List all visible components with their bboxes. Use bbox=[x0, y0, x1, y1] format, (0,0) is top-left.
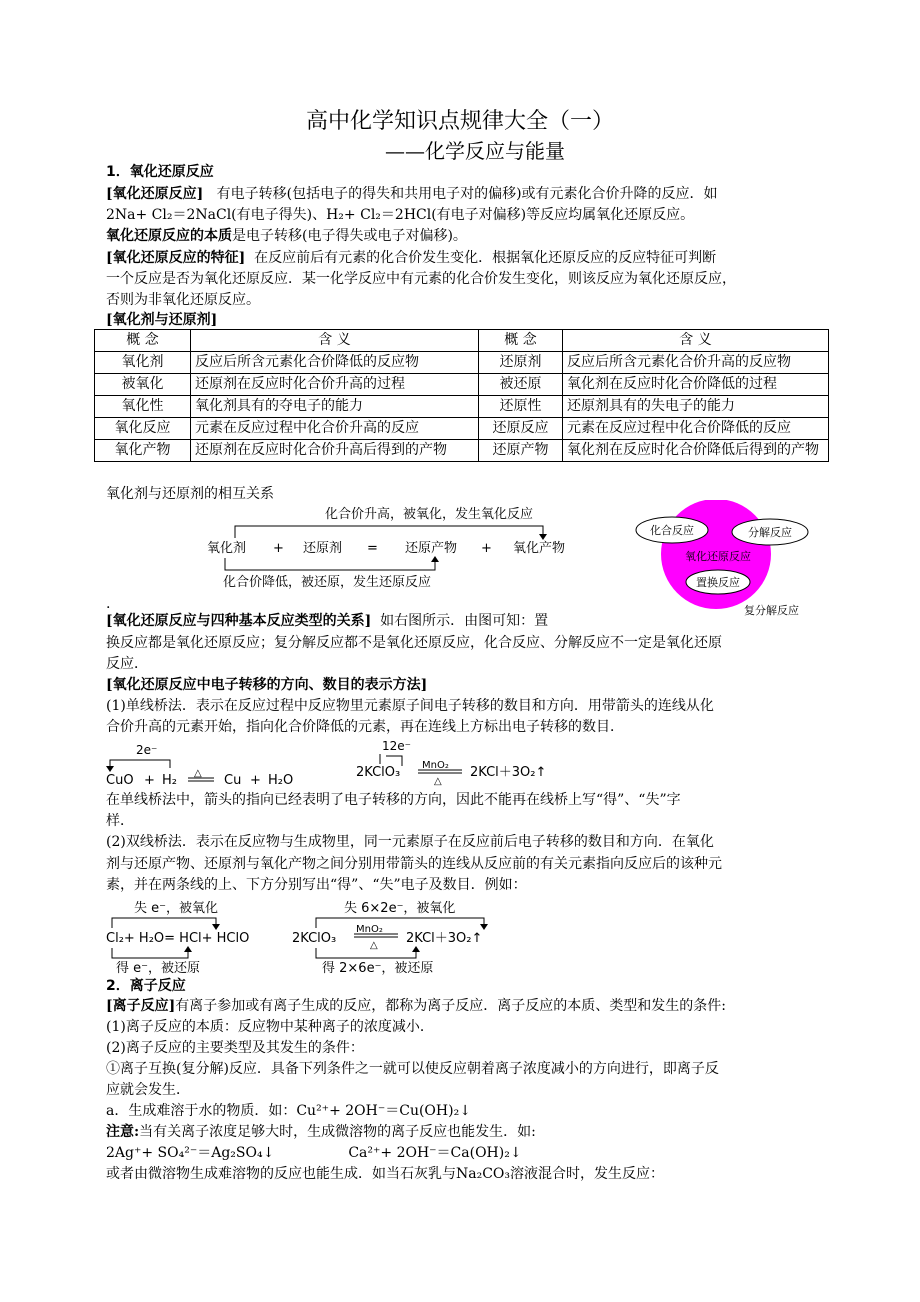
paragraph bbox=[106, 611, 824, 631]
text: 如右图所示．由图可知：置 bbox=[380, 613, 549, 629]
eq-reduction-product: 还原产物 bbox=[405, 541, 458, 556]
term-label: 注意: bbox=[106, 1124, 140, 1140]
paragraph: 反应． bbox=[106, 656, 148, 672]
table-cell: 元素在反应过程中化合价降低的反应 bbox=[563, 418, 829, 440]
bridge-top-label: 失 e⁻，被氧化 bbox=[134, 901, 218, 916]
electron-label: 2e⁻ bbox=[136, 743, 158, 757]
formula: 2Ag⁺+ SO₄²⁻＝Ag₂SO₄↓ bbox=[106, 1145, 275, 1161]
table-cell: 氧化剂在反应时化合价降低后得到的产物 bbox=[563, 440, 829, 462]
paragraph: 在单线桥法中，箭头的指向已经表明了电子转移的方向，因此不能再在线桥上写“得”、“失”字 bbox=[106, 792, 681, 808]
oxidation-bracket bbox=[235, 526, 543, 538]
table-cell: 氧化剂具有的夺电子的能力 bbox=[191, 396, 479, 418]
text: 在反应前后有元素的化合价发生变化．根据氧化还原反应的反应特征可判断 bbox=[254, 250, 717, 266]
paragraph: a．生成难溶于水的物质．如：Cu²⁺+ 2OH⁻＝Cu(OH)₂↓ bbox=[106, 1103, 471, 1119]
paragraph: (1)离子反应的本质：反应物中某种离子的浓度减小． bbox=[106, 1019, 434, 1035]
term-label: [氧化还原反应] bbox=[106, 186, 204, 202]
arrow-head bbox=[431, 556, 439, 562]
equation-line bbox=[106, 1143, 824, 1163]
table-cell: 氧化产物 bbox=[95, 440, 191, 462]
paragraph: 否则为非氧化还原反应。 bbox=[106, 292, 260, 308]
page-subtitle: ——化学反应与能量 bbox=[385, 139, 565, 163]
term-label: 氧化还原反应的本质 bbox=[106, 228, 232, 244]
arrow-head bbox=[106, 766, 114, 772]
paragraph: 合价升高的元素开始，指向化合价降低的元素，再在连线上方标出电子转移的数目． bbox=[106, 719, 624, 735]
bridge-line bbox=[112, 948, 188, 958]
table-cell: 反应后所含元素化合价降低的反应物 bbox=[191, 352, 479, 374]
table-cell: 还原剂在反应时化合价升高的过程 bbox=[191, 374, 479, 396]
eq-oxidation-product: 氧化产物 bbox=[513, 541, 566, 556]
table-cell: 反应后所含元素化合价升高的反应物 bbox=[563, 352, 829, 374]
redox-label: 氧化还原反应 bbox=[685, 550, 751, 563]
table-header: 概 念 bbox=[479, 330, 563, 352]
text: 有离子参加或有离子生成的反应，都称为离子反应．离子反应的本质、类型和发生的条件: bbox=[175, 998, 726, 1014]
catalyst: MnO₂ bbox=[422, 760, 449, 771]
paragraph bbox=[106, 1122, 824, 1142]
paragraph bbox=[106, 248, 824, 268]
formula: CuO bbox=[106, 773, 134, 788]
table-cell: 被氧化 bbox=[95, 374, 191, 396]
paragraph: 2Na+ Cl₂＝2NaCl(有电子得失)、H₂+ Cl₂＝2HCl(有电子对偏移)等反应均属氧化还原反应。 bbox=[106, 207, 695, 223]
text: 当有关离子浓度足够大时，生成微溶物的离子反应也能发生．如: bbox=[139, 1124, 536, 1140]
paragraph: (1)单线桥法．表示在反应过程中反应物里元素原子间电子转移的数目和方向．用带箭头的连线从化 bbox=[106, 698, 714, 714]
term-label: [氧化还原反应的特征] bbox=[106, 250, 246, 266]
table-header: 含 义 bbox=[191, 330, 479, 352]
eq-equals: = bbox=[367, 541, 378, 556]
table-cell: 还原反应 bbox=[479, 418, 563, 440]
formula: 2KCl＋3O₂↑ bbox=[406, 931, 483, 946]
paragraph: (2)离子反应的主要类型及其发生的条件： bbox=[106, 1040, 364, 1056]
table-row bbox=[95, 440, 829, 462]
paragraph: 换反应都是氧化还原反应；复分解反应都不是氧化还原反应，化合反应、分解反应不一定是氧化还原 bbox=[106, 635, 722, 651]
formula: 2KClO₃ bbox=[292, 931, 337, 946]
formula: + bbox=[144, 773, 155, 788]
formula: H₂ bbox=[162, 773, 177, 788]
bridge-top-label: 失 6×2e⁻，被氧化 bbox=[344, 901, 456, 916]
section-heading: 2．离子反应 bbox=[106, 978, 186, 994]
concept-table bbox=[94, 329, 829, 462]
arrow-head bbox=[480, 924, 488, 930]
single-bridge-equations bbox=[104, 738, 584, 790]
redox-relation-diagram bbox=[195, 500, 585, 592]
formula: 2KClO₃ bbox=[356, 765, 401, 780]
page-title: 高中化学知识点规律大全（一） bbox=[305, 109, 614, 134]
table-cell: 还原性 bbox=[479, 396, 563, 418]
bridge-line bbox=[112, 918, 216, 928]
term-label: [氧化剂与还原剂] bbox=[106, 312, 218, 328]
paragraph: (2)双线桥法．表示在反应物与生成物里，同一元素原子在反应前后电子转移的数目和方向．在氧化 bbox=[106, 834, 714, 850]
table-row bbox=[95, 418, 829, 440]
table-cell: 氧化性 bbox=[95, 396, 191, 418]
table-header: 概 念 bbox=[95, 330, 191, 352]
table-cell: 氧化反应 bbox=[95, 418, 191, 440]
formula: Ca²⁺+ 2OH⁻＝Ca(OH)₂↓ bbox=[348, 1145, 522, 1161]
heat-sign: △ bbox=[434, 776, 442, 787]
formula: H₂O bbox=[268, 773, 294, 788]
paragraph: 样． bbox=[106, 813, 134, 829]
table-cell: 还原剂具有的失电子的能力 bbox=[563, 396, 829, 418]
catalyst: MnO₂ bbox=[356, 924, 383, 935]
eq-plus: + bbox=[481, 541, 492, 556]
arrow-head bbox=[539, 534, 547, 540]
table-row bbox=[95, 396, 829, 418]
bridge-bottom-label: 得 2×6e⁻，被还原 bbox=[322, 961, 434, 976]
table-row bbox=[95, 374, 829, 396]
table-header-row bbox=[95, 330, 829, 352]
heat-sign: △ bbox=[370, 940, 378, 951]
section-heading: 1．氧化还原反应 bbox=[106, 164, 214, 180]
term-label: [离子反应] bbox=[106, 998, 176, 1014]
paragraph bbox=[106, 226, 824, 246]
table-cell: 还原剂 bbox=[479, 352, 563, 374]
eq-oxidant: 氧化剂 bbox=[207, 541, 247, 556]
term-label: [氧化还原反应与四种基本反应类型的关系] bbox=[106, 613, 372, 629]
table-cell: 元素在反应过程中化合价升高的反应 bbox=[191, 418, 479, 440]
formula: Cu bbox=[224, 773, 242, 788]
table-cell: 被还原 bbox=[479, 374, 563, 396]
decomposition-label: 分解反应 bbox=[748, 526, 792, 539]
bridge-line bbox=[110, 760, 170, 770]
bridge-line bbox=[316, 948, 416, 958]
arrow-head bbox=[212, 924, 220, 930]
paragraph: ①离子互换(复分解)反应．具备下列条件之一就可以使反应朝着离子浓度减小的方向进行，即离子反 bbox=[106, 1061, 719, 1077]
eq-reductant: 还原剂 bbox=[303, 541, 343, 556]
formula: + bbox=[250, 773, 261, 788]
oxidation-label: 化合价升高，被氧化，发生氧化反应 bbox=[325, 507, 534, 522]
caption: 氧化剂与还原剂的相互关系 bbox=[106, 486, 274, 502]
arrow-head bbox=[184, 946, 192, 952]
text: 是电子转移(电子得失或电子对偏移)。 bbox=[232, 228, 467, 244]
electron-label: 12e⁻ bbox=[382, 739, 411, 753]
table-header: 含 义 bbox=[563, 330, 829, 352]
eq-plus: + bbox=[273, 541, 284, 556]
paragraph bbox=[106, 996, 824, 1016]
replacement-label: 置换反应 bbox=[696, 576, 740, 589]
combination-label: 化合反应 bbox=[650, 524, 694, 537]
double-displacement-label: 复分解反应 bbox=[744, 604, 799, 617]
formula: Cl₂+ H₂O= HCl+ HClO bbox=[106, 931, 250, 946]
table-cell: 还原剂在反应时化合价升高后得到的产物 bbox=[191, 440, 479, 462]
reduction-bracket bbox=[225, 558, 435, 570]
paragraph bbox=[106, 184, 824, 204]
bridge-line bbox=[316, 918, 484, 928]
bridge-bottom-label: 得 e⁻，被还原 bbox=[116, 961, 200, 976]
heat-sign: △ bbox=[194, 768, 202, 779]
term-label: [氧化还原反应中电子转移的方向、数目的表示方法] bbox=[106, 677, 428, 693]
table-cell: 还原产物 bbox=[479, 440, 563, 462]
paragraph: 一个反应是否为氧化还原反应．某一化学反应中有元素的化合价发生变化，则该反应为氧化还原反应， bbox=[106, 271, 736, 287]
double-bridge-equations bbox=[104, 896, 524, 976]
paragraph: 或者由微溶物生成难溶物的反应也能生成．如当石灰乳与Na₂CO₃溶液混合时，发生反应： bbox=[106, 1166, 665, 1182]
table-cell: 氧化剂 bbox=[95, 352, 191, 374]
table-cell: 氧化剂在反应时化合价降低的过程 bbox=[563, 374, 829, 396]
table-row bbox=[95, 352, 829, 374]
dot: . bbox=[106, 596, 111, 612]
paragraph: 剂与还原产物、还原剂与氧化产物之间分别用带箭头的连线从反应前的有关元素指向反应后的该种元 bbox=[106, 856, 722, 872]
paragraph: 素，并在两条线的上、下方分别写出“得”、“失”电子及数目．例如： bbox=[106, 877, 527, 893]
reduction-label: 化合价降低，被还原，发生还原反应 bbox=[223, 575, 432, 590]
arrow-head bbox=[412, 946, 420, 952]
text: 有电子转移(包括电子的得失和共用电子对的偏移)或有元素化合价升降的反应．如 bbox=[216, 186, 718, 202]
formula: 2KCl＋3O₂↑ bbox=[470, 765, 547, 780]
paragraph: 应就会发生． bbox=[106, 1082, 190, 1098]
